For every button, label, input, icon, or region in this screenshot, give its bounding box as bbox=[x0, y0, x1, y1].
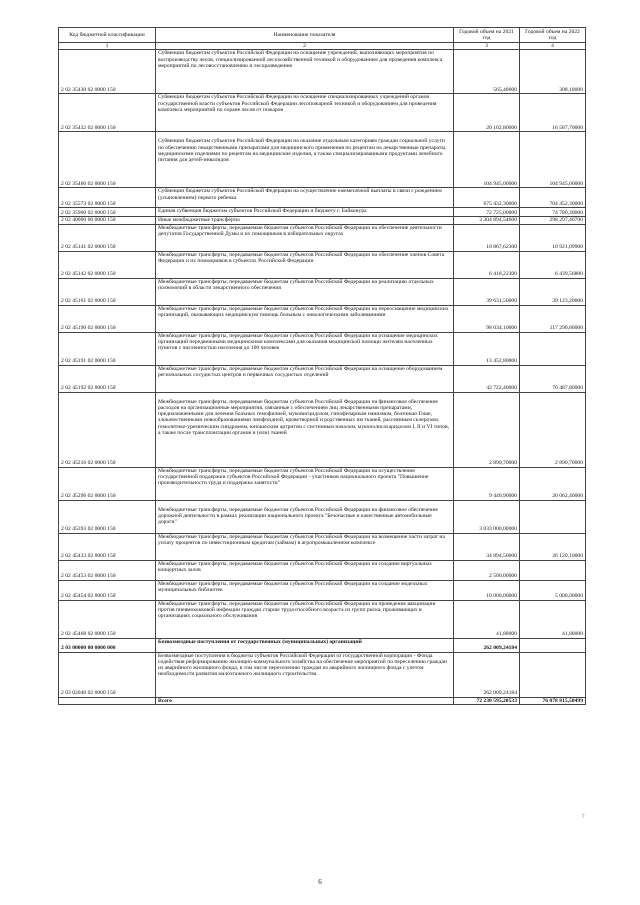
name-cell: Межбюджетные трансферты, передаваемые бюджетам субъектов Российской Федерации на возмещение части затрат на уплату процентов по инвестиционным кредитам (займам) в агропромышленном комплексе bbox=[156, 533, 454, 560]
value-2021-cell: 72 725,00000 bbox=[454, 208, 520, 217]
code-cell: 2 02 35460 02 0000 150 bbox=[59, 132, 156, 188]
code-cell: 2 03 02040 02 0000 150 bbox=[59, 652, 156, 697]
table-row bbox=[59, 208, 586, 217]
value-2021-cell: 262 009,24184 bbox=[454, 652, 520, 697]
table-row bbox=[59, 332, 586, 365]
code-cell: 2 02 35900 02 0000 150 bbox=[59, 208, 156, 217]
value-2021-cell: 72 230 595,20533 bbox=[454, 697, 520, 704]
value-2022-cell: 704 452,30000 bbox=[520, 188, 586, 208]
header-2022: Годовой объем на 2022 год bbox=[520, 28, 586, 43]
value-2021-cell: 262 009,24184 bbox=[454, 638, 520, 652]
value-2022-cell: 26 120,10000 bbox=[520, 533, 586, 560]
value-2022-cell: 10 921,09900 bbox=[520, 224, 586, 251]
table-row bbox=[59, 580, 586, 600]
code-cell: 2 02 45393 02 0000 150 bbox=[59, 500, 156, 533]
value-2021-cell: 39 631,50000 bbox=[454, 278, 520, 305]
value-2022-cell: 16 587,70000 bbox=[520, 94, 586, 132]
value-2021-cell: 34 894,50000 bbox=[454, 533, 520, 560]
name-cell: Субвенции бюджетам субъектов Российской Федерации на оказание отдельным категориям граждан социальной услуги по обеспечению лекарственными препаратами для медицинского применения по рецептам на лекарственные препараты, медицинскими изделиями по рецептам на медицинские изделия, а также специализированными продуктами лечебного питания для детей-инвалидов bbox=[156, 132, 454, 188]
name-cell: Межбюджетные трансферты, передаваемые бюджетам субъектов Российской Федерации на оснащение оборудованием региональных сосудистых центров и первичных сосудистых отделений bbox=[156, 365, 454, 392]
value-2021-cell: 104 945,00000 bbox=[454, 132, 520, 188]
table-row bbox=[59, 697, 586, 704]
name-cell: Безвозмездные поступления в бюджеты субъектов Российской Федерации от государственной корпорации - Фонда содействия реформированию жилищно-коммунального хозяйства на обеспечение мероприятий по переселению граждан из аварийного жилищного фонда, в том числе переселению граждан из аварийного жилищного фонда с учетом необходимости развития малоэтажного жилищного строительства bbox=[156, 652, 454, 697]
name-cell: Межбюджетные трансферты, передаваемые бюджетам субъектов Российской Федерации на оснащение медицинских организаций передвижными медицинскими комплексами для оказания медицинской помощи жителям населенных пунктов с численностью населения до 100 человек bbox=[156, 332, 454, 365]
value-2021-cell: 2 500,00000 bbox=[454, 560, 520, 580]
code-cell bbox=[59, 697, 156, 704]
code-cell: 2 02 45216 02 0000 150 bbox=[59, 392, 156, 467]
table-row bbox=[59, 652, 586, 697]
code-cell: 2 02 45190 02 0000 150 bbox=[59, 305, 156, 332]
value-2022-cell bbox=[520, 332, 586, 365]
name-cell: Межбюджетные трансферты, передаваемые бюджетам субъектов Российской Федерации на реализацию отдельных полномочий в области лекарственного обеспечения bbox=[156, 278, 454, 305]
table-index-row bbox=[59, 43, 586, 50]
name-cell: Субвенции бюджетам субъектов Российской Федерации на оснащение специализированных учреждений органов государственной власти субъектов Российской Федерации лесопожарной техникой и оборудованием для проведения комплекса мероприятий по охране лесов от пожаров bbox=[156, 94, 454, 132]
name-cell: Межбюджетные трансферты, передаваемые бюджетам субъектов Российской Федерации на проведение вакцинации против пневмококковой инфекции граждан старше трудоспособного возраста из групп риска, проживающих в организациях социального обслуживания bbox=[156, 600, 454, 638]
code-cell: 2 02 45191 02 0000 150 bbox=[59, 332, 156, 365]
value-2022-cell: 70 487,80000 bbox=[520, 365, 586, 392]
code-cell: 2 02 45433 02 0000 150 bbox=[59, 533, 156, 560]
table-row bbox=[59, 600, 586, 638]
table-row bbox=[59, 500, 586, 533]
code-cell: 2 02 45454 02 0000 150 bbox=[59, 580, 156, 600]
code-cell: 2 02 45468 02 0000 150 bbox=[59, 600, 156, 638]
name-cell: Иные межбюджетные трансферты bbox=[156, 217, 454, 224]
corner-mark: 7 bbox=[582, 815, 585, 820]
value-2022-cell bbox=[520, 500, 586, 533]
name-cell: Единая субвенция бюджетам субъектов Российской Федерации и бюджету г. Байконура bbox=[156, 208, 454, 217]
name-cell: Межбюджетные трансферты, передаваемые бюджетам субъектов Российской Федерации на создание виртуальных концертных залов bbox=[156, 560, 454, 580]
table-row bbox=[59, 217, 586, 224]
code-cell: 2 02 45161 02 0000 150 bbox=[59, 278, 156, 305]
name-cell: Межбюджетные трансферты, передаваемые бюджетам субъектов Российской Федерации на финансовое обеспечение дорожной деятельности в рамках реализации национального проекта "Безопасные и качественные автомобильные дороги" bbox=[156, 500, 454, 533]
name-cell: Межбюджетные трансферты, передаваемые бюджетам субъектов Российской Федерации на обеспечение деятельности депутатов Государственной Думы и их помощников в избирательных округах bbox=[156, 224, 454, 251]
table-row bbox=[59, 50, 586, 94]
page-number: 6 bbox=[318, 878, 322, 886]
value-2022-cell: 104 945,00000 bbox=[520, 132, 586, 188]
value-2022-cell: 76 078 815,50499 bbox=[520, 697, 586, 704]
value-2021-cell: 9 440,90000 bbox=[454, 467, 520, 500]
code-cell: 2 02 35573 02 0000 150 bbox=[59, 188, 156, 208]
value-2021-cell: 98 034,10000 bbox=[454, 305, 520, 332]
value-2021-cell: 6 418,22300 bbox=[454, 251, 520, 278]
table-row bbox=[59, 560, 586, 580]
index-cell: 4 bbox=[520, 43, 586, 50]
code-cell: 2 02 45453 02 0000 150 bbox=[59, 560, 156, 580]
value-2021-cell: 41,80000 bbox=[454, 600, 520, 638]
name-cell: Межбюджетные трансферты, передаваемые бюджетам субъектов Российской Федерации на переоснащение медицинских организаций, оказывающих медицинскую помощь больным с онкологическими заболеваниями bbox=[156, 305, 454, 332]
value-2021-cell: 20 102,80000 bbox=[454, 94, 520, 132]
code-cell: 2 02 35432 02 0000 150 bbox=[59, 94, 156, 132]
code-cell: 2 03 00000 00 0000 000 bbox=[59, 638, 156, 652]
table-header-row bbox=[59, 28, 586, 43]
name-cell: Всего bbox=[156, 697, 454, 704]
value-2022-cell: 74 780,30000 bbox=[520, 208, 586, 217]
value-2022-cell: 6 439,56800 bbox=[520, 251, 586, 278]
value-2022-cell: 298 297,46700 bbox=[520, 217, 586, 224]
table-body bbox=[59, 50, 586, 705]
table-row bbox=[59, 467, 586, 500]
value-2021-cell: 13 452,80000 bbox=[454, 332, 520, 365]
value-2022-cell bbox=[520, 652, 586, 697]
code-cell: 2 02 45142 02 0000 150 bbox=[59, 251, 156, 278]
value-2021-cell: 43 722,40000 bbox=[454, 365, 520, 392]
code-cell: 2 02 35430 02 0000 150 bbox=[59, 50, 156, 94]
value-2021-cell: 10 000,00000 bbox=[454, 580, 520, 600]
name-cell: Межбюджетные трансферты, передаваемые бюджетам субъектов Российской Федерации на осуществление государственной поддержки субъектов Российской Федерации - участников национального проекта "Повышение производительности труда и поддержка занятости" bbox=[156, 467, 454, 500]
code-cell: 2 02 45192 02 0000 150 bbox=[59, 365, 156, 392]
value-2022-cell: 41,80000 bbox=[520, 600, 586, 638]
code-cell: 2 02 40000 00 0000 150 bbox=[59, 217, 156, 224]
value-2022-cell bbox=[520, 638, 586, 652]
table-row bbox=[59, 278, 586, 305]
value-2021-cell: 10 867,62300 bbox=[454, 224, 520, 251]
name-cell: Безвозмездные поступления от государственных (муниципальных) организаций bbox=[156, 638, 454, 652]
name-cell: Субвенции бюджетам субъектов Российской Федерации на осуществление ежемесячной выплаты в связи с рождением (усыновлением) первого ребенка bbox=[156, 188, 454, 208]
table-row bbox=[59, 224, 586, 251]
name-cell: Субвенции бюджетам субъектов Российской Федерации на оснащение учреждений, выполняющих мероприятия по воспроизводству лесов, специализированной лесохозяйственной техникой и оборудованием для проведения комплекса мероприятий по лесовосстановлению и лесоразведению bbox=[156, 50, 454, 94]
table-row bbox=[59, 533, 586, 560]
value-2022-cell: 117 290,80000 bbox=[520, 305, 586, 332]
header-code: Код бюджетной классификации bbox=[59, 28, 156, 43]
table-row bbox=[59, 392, 586, 467]
value-2022-cell bbox=[520, 560, 586, 580]
value-2021-cell: 3 304 894,54600 bbox=[454, 217, 520, 224]
value-2021-cell: 675 432,30000 bbox=[454, 188, 520, 208]
value-2022-cell: 308,10000 bbox=[520, 50, 586, 94]
index-cell: 2 bbox=[156, 43, 454, 50]
value-2022-cell: 2 890,70000 bbox=[520, 392, 586, 467]
value-2022-cell: 20 062,40000 bbox=[520, 467, 586, 500]
table-row bbox=[59, 305, 586, 332]
value-2021-cell: 3 033 000,00000 bbox=[454, 500, 520, 533]
value-2021-cell: 2 890,70000 bbox=[454, 392, 520, 467]
table-row bbox=[59, 251, 586, 278]
table-row bbox=[59, 132, 586, 188]
table-row bbox=[59, 94, 586, 132]
code-cell: 2 02 45141 02 0000 150 bbox=[59, 224, 156, 251]
name-cell: Межбюджетные трансферты, передаваемые бюджетам субъектов Российской Федерации на обеспечение членов Совета Федерации и их помощников в субъектах Российской Федерации bbox=[156, 251, 454, 278]
header-2021: Годовой объем на 2021 год bbox=[454, 28, 520, 43]
budget-table bbox=[58, 27, 586, 705]
budget-table-page bbox=[58, 27, 585, 705]
table-row bbox=[59, 188, 586, 208]
name-cell: Межбюджетные трансферты, передаваемые бюджетам субъектов Российской Федерации на создание модельных муниципальных библиотек bbox=[156, 580, 454, 600]
value-2021-cell: 565,40000 bbox=[454, 50, 520, 94]
header-name: Наименование показателя bbox=[156, 28, 454, 43]
index-cell: 3 bbox=[454, 43, 520, 50]
value-2022-cell: 39 123,20000 bbox=[520, 278, 586, 305]
code-cell: 2 02 45296 02 0000 150 bbox=[59, 467, 156, 500]
value-2022-cell: 5 000,00000 bbox=[520, 580, 586, 600]
table-row bbox=[59, 365, 586, 392]
name-cell: Межбюджетные трансферты, передаваемые бюджетам субъектов Российской Федерации на финансовое обеспечение расходов на организационные мероприятия, связанные с обеспечением лиц лекарственными препаратами, предназначенными для лечения больных гемофилией, муковисцидозом, гипофизарным нанизмом, болезнью Гоше, злокачественными новообразованиями лимфоидной, кроветворной и родственных им тканей, рассеянным склерозом, гемолитико-уремическим синдромом, юношеским артритом с системным началом, мукополисахаридозом I, II и VI типов, а также после трансплантации органов и (или) тканей bbox=[156, 392, 454, 467]
index-cell: 1 bbox=[59, 43, 156, 50]
table-row bbox=[59, 638, 586, 652]
